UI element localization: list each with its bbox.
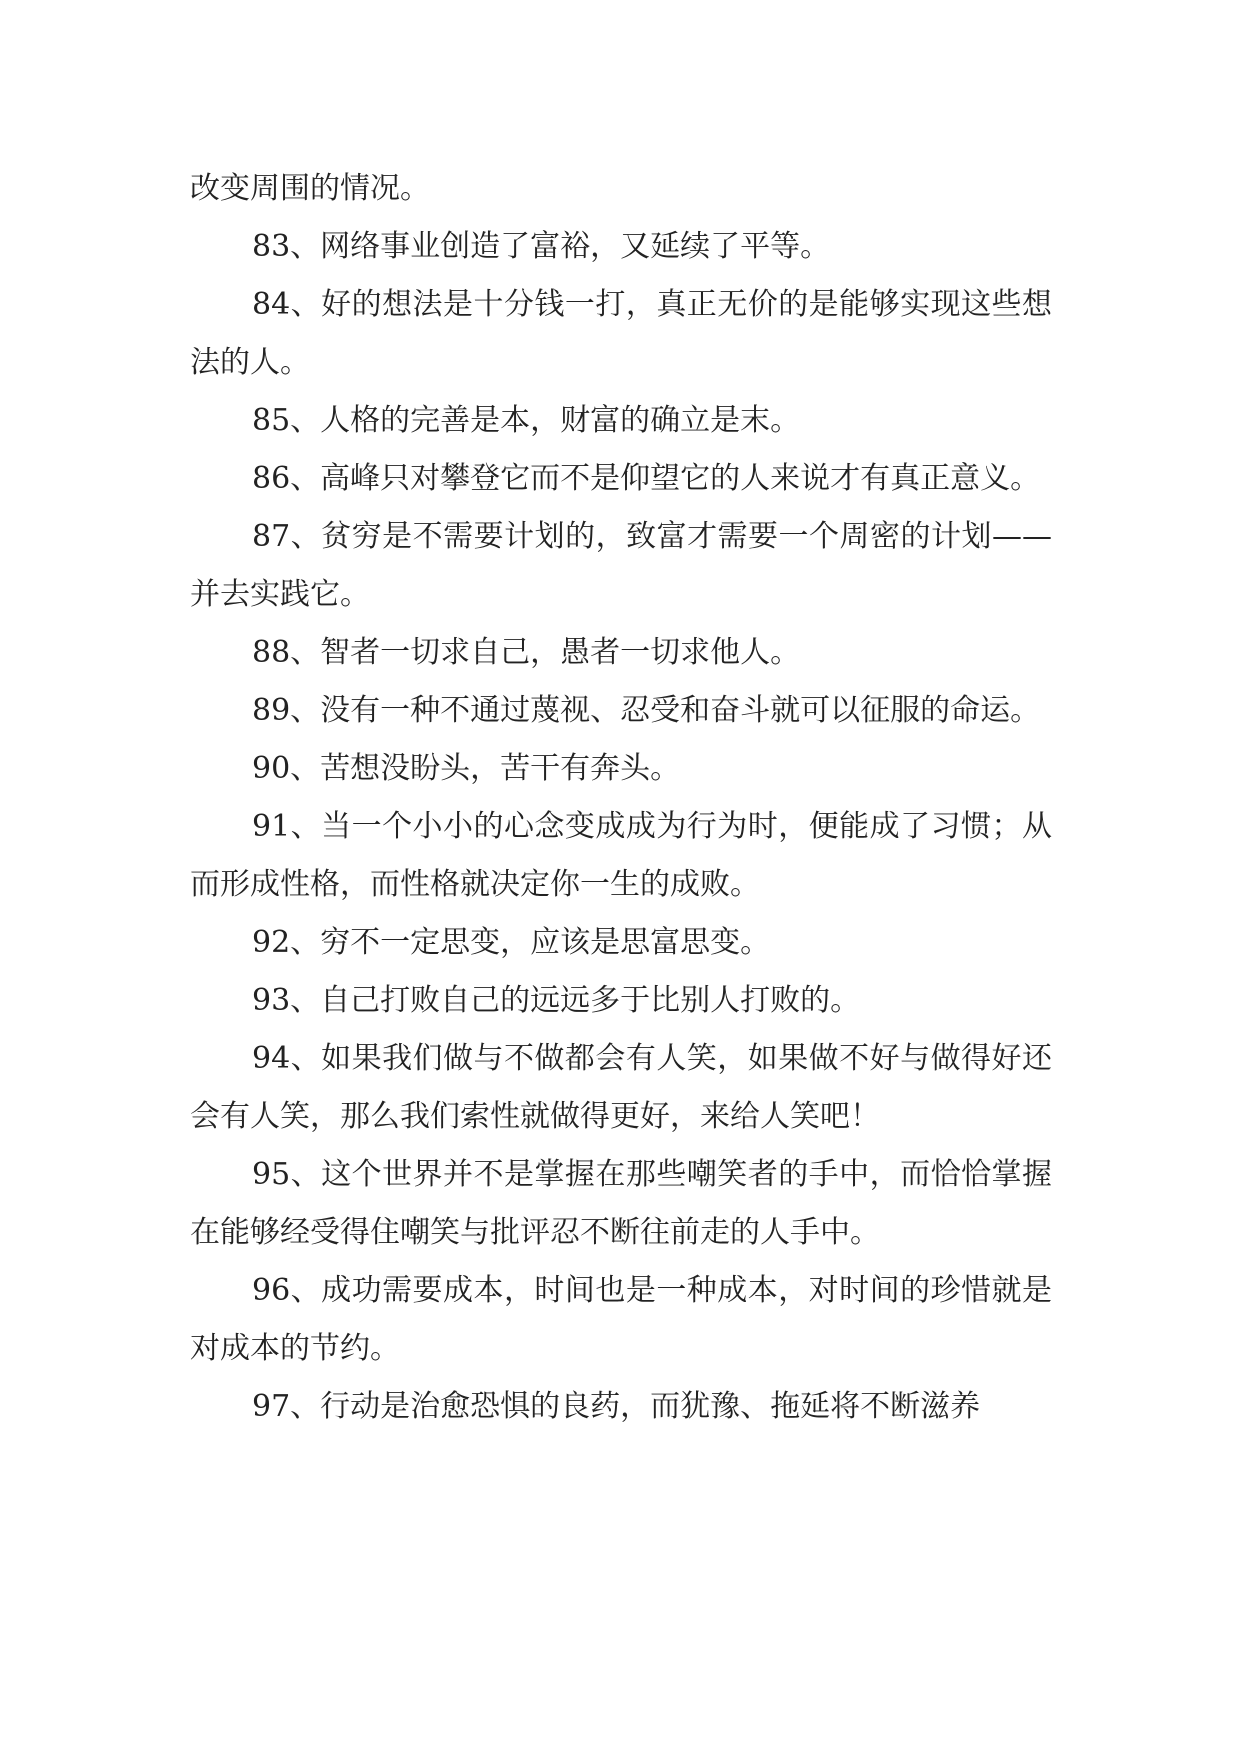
paragraph-quote-97: 97、行动是治愈恐惧的良药，而犹豫、拖延将不断滋养 — [252, 1389, 981, 1424]
document-body — [190, 160, 1052, 1436]
paragraph-quote-91: 91、当一个小小的心念变成成为行为时，便能成了习惯；从而形成性格，而性格就决定你一生的成败。 — [190, 809, 1052, 902]
paragraph-continuation: 改变周围的情况。 — [190, 171, 430, 206]
paragraph-quote-86: 86、高峰只对攀登它而不是仰望它的人来说才有真正意义。 — [252, 461, 1041, 496]
paragraph-quote-89: 89、没有一种不通过蔑视、忍受和奋斗就可以征服的命运。 — [252, 693, 1041, 728]
paragraph-quote-92: 92、穷不一定思变，应该是思富思变。 — [252, 925, 771, 960]
paragraph-quote-93: 93、自己打败自己的远远多于比别人打败的。 — [252, 983, 861, 1018]
paragraph-quote-84: 84、好的想法是十分钱一打，真正无价的是能够实现这些想法的人。 — [190, 287, 1052, 380]
paragraph-quote-83: 83、网络事业创造了富裕，又延续了平等。 — [252, 229, 831, 264]
paragraph-quote-90: 90、苦想没盼头，苦干有奔头。 — [252, 751, 681, 786]
paragraph-quote-87: 87、贫穷是不需要计划的，致富才需要一个周密的计划——并去实践它。 — [190, 519, 1052, 612]
paragraph-quote-95: 95、这个世界并不是掌握在那些嘲笑者的手中，而恰恰掌握在能够经受得住嘲笑与批评忍不断往前走的人手中。 — [190, 1157, 1052, 1250]
paragraph-quote-88: 88、智者一切求自己，愚者一切求他人。 — [252, 635, 801, 670]
paragraph-quote-94: 94、如果我们做与不做都会有人笑，如果做不好与做得好还会有人笑，那么我们索性就做得更好，来给人笑吧！ — [190, 1041, 1052, 1134]
paragraph-quote-85: 85、人格的完善是本，财富的确立是末。 — [252, 403, 801, 438]
paragraph-quote-96: 96、成功需要成本，时间也是一种成本，对时间的珍惜就是对成本的节约。 — [190, 1273, 1052, 1366]
